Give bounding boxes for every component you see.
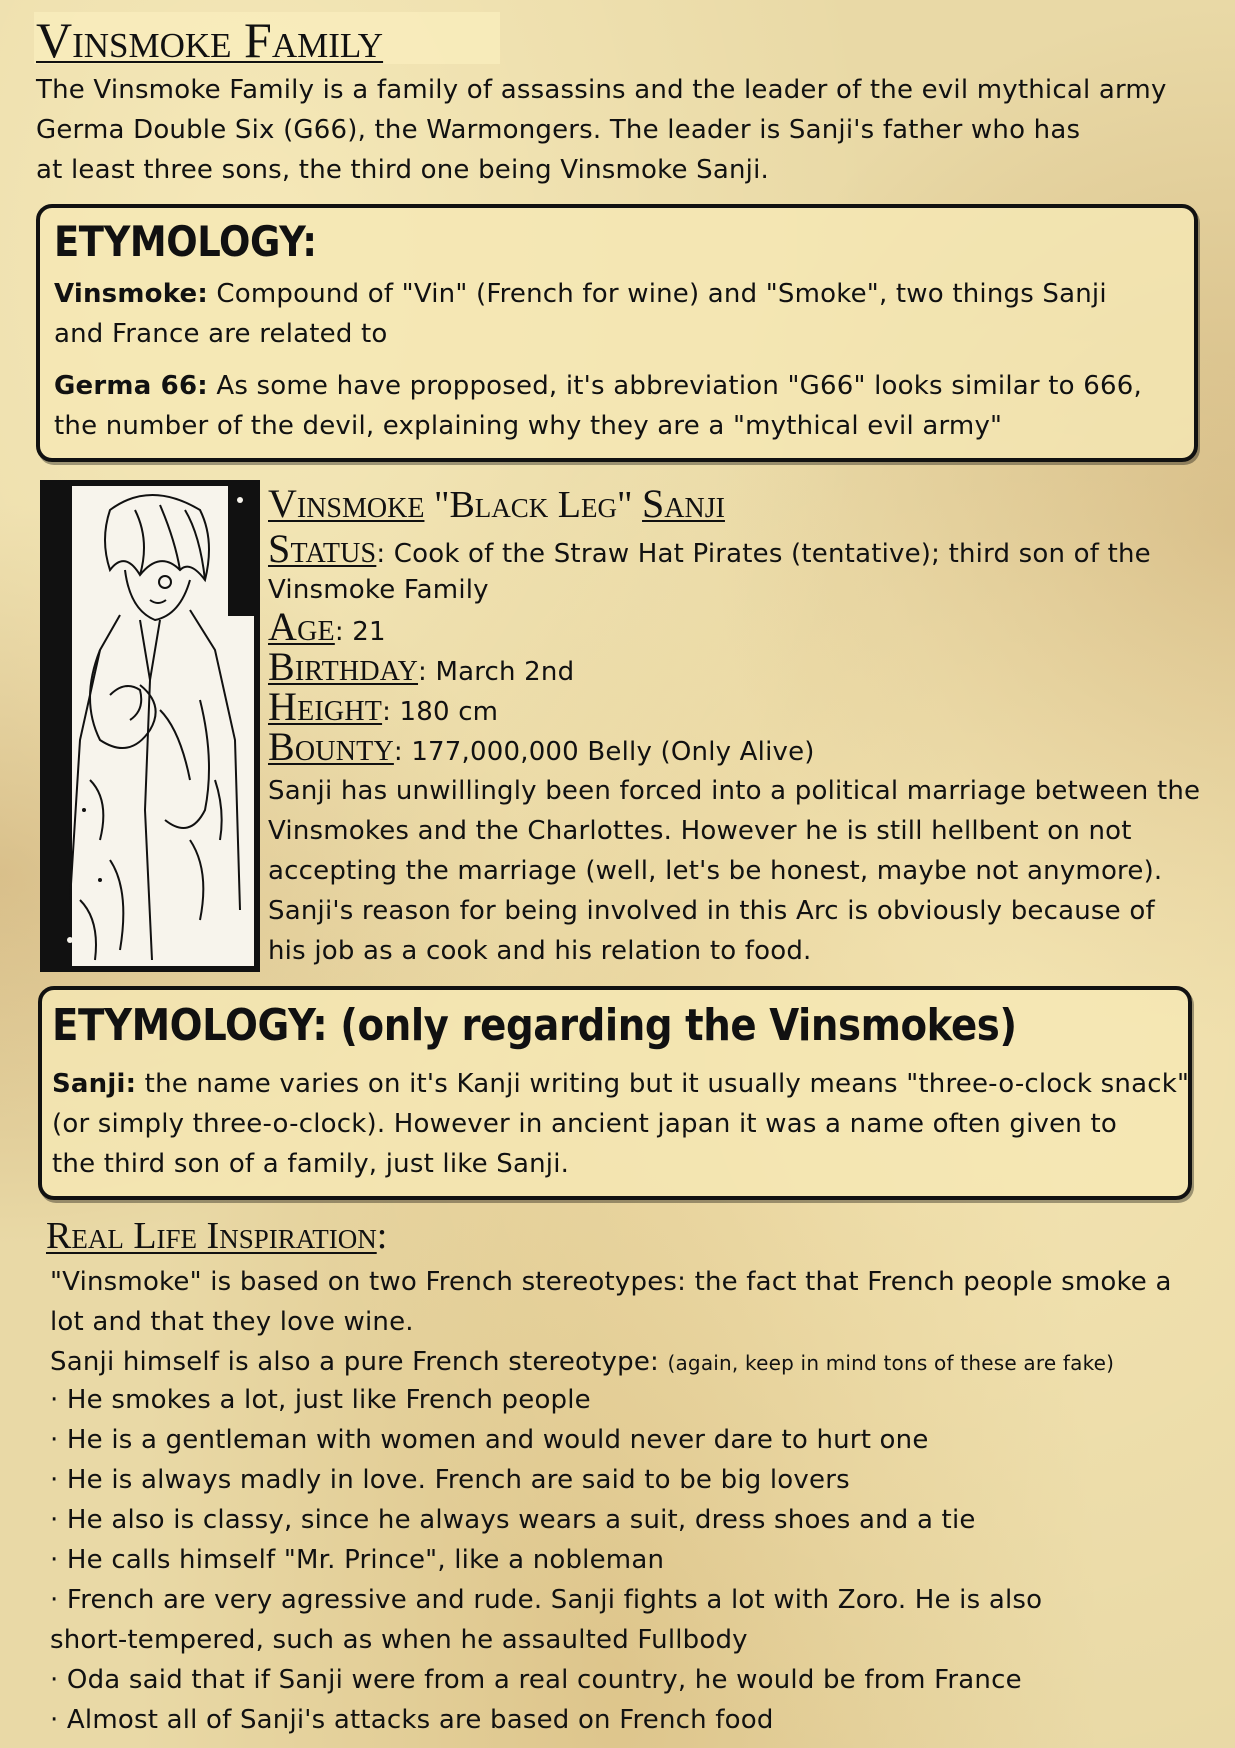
- inspiration-body: [50, 1262, 1230, 1742]
- inspiration-line-with-note: [50, 1342, 1114, 1383]
- list-item: · He smokes a lot, just like French people: [50, 1385, 591, 1415]
- name-last: Sanji: [642, 481, 725, 526]
- etymology-box: [36, 204, 1198, 462]
- list-item: · French are very agressive and rude. Sanji fights a lot with Zoro. He is also: [50, 1585, 1043, 1615]
- height-value: 180 cm: [399, 697, 499, 727]
- intro-line: The Vinsmoke Family is a family of assassins and the leader of the evil mythical army: [36, 75, 1167, 105]
- bounty-label: Bounty: [268, 724, 394, 769]
- etymology-definition: (or simply three-o-clock). However in ancient japan it was a name often given to: [52, 1109, 1117, 1139]
- intro-line: at least three sons, the third one being Vinsmoke Sanji.: [36, 155, 769, 185]
- inspiration-line: lot and that they love wine.: [50, 1307, 414, 1337]
- status-value: Cook of the Straw Hat Pirates (tentative); third son of the: [393, 539, 1151, 569]
- inspiration-note: (again, keep in mind tons of these are fake): [667, 1351, 1115, 1375]
- etymology-definition: the third son of a family, just like Sanji.: [52, 1149, 570, 1179]
- list-item: · Almost all of Sanji's attacks are based on French food: [50, 1705, 774, 1735]
- bounty-value: 177,000,000 Belly (Only Alive): [411, 737, 815, 767]
- description-line: Sanji's reason for being involved in this Arc is obviously because of: [268, 896, 1155, 926]
- description-line: his job as a cook and his relation to food.: [268, 936, 812, 966]
- list-item: · Oda said that if Sanji were from a real country, he would be from France: [50, 1665, 1022, 1695]
- description-line: Sanji has unwillingly been forced into a political marriage between the: [268, 776, 1201, 806]
- etymology-heading: ETYMOLOGY:: [54, 217, 317, 266]
- inspiration-line: Sanji himself is also a pure French stereotype:: [50, 1347, 659, 1377]
- sanji-portrait-image: [40, 480, 260, 972]
- birthday-row: Birthday: March 2nd: [268, 644, 575, 689]
- inspiration-heading-row: [46, 1212, 387, 1267]
- etymology-entry-vinsmoke: [54, 274, 1184, 354]
- inspiration-line: "Vinsmoke" is based on two French stereotypes: the fact that French people smoke a: [50, 1267, 1172, 1297]
- etymology-definition: the number of the devil, explaining why they are a "mythical evil army": [54, 411, 1003, 441]
- inspiration-heading-colon: :: [376, 1215, 388, 1257]
- etymology-entry-sanji: [52, 1064, 1190, 1184]
- etymology-entry-germa: [54, 366, 1184, 446]
- name-first: Vinsmoke: [268, 481, 425, 526]
- age-value: 21: [352, 617, 386, 647]
- height-row: Height: 180 cm: [268, 684, 499, 729]
- character-name: [268, 478, 725, 531]
- list-item: · He also is classy, since he always wears a suit, dress shoes and a tie: [50, 1505, 976, 1535]
- list-item-cont: short-tempered, such as when he assaulted Fullbody: [50, 1625, 748, 1655]
- etymology-term: Sanji:: [52, 1069, 137, 1099]
- intro-paragraph: [36, 70, 1216, 192]
- status-value-cont: Vinsmoke Family: [268, 575, 489, 605]
- description-line: accepting the marriage (well, let's be honest, maybe not anymore).: [268, 856, 1163, 886]
- list-item: · He calls himself "Mr. Prince", like a nobleman: [50, 1545, 665, 1575]
- etymology-term: Germa 66:: [54, 371, 208, 401]
- age-label: Age: [268, 604, 335, 649]
- list-item: · He is a gentleman with women and would never dare to hurt one: [50, 1425, 929, 1455]
- list-item: · He is always madly in love. French are said to be big lovers: [50, 1465, 850, 1495]
- etymology-heading: ETYMOLOGY: (only regarding the Vinsmokes): [52, 1000, 1017, 1051]
- inspiration-heading: Real Life Inspiration: [46, 1215, 377, 1257]
- etymology-definition: Compound of "Vin" (French for wine) and "Smoke", two things Sanji: [216, 279, 1107, 309]
- birthday-value: March 2nd: [435, 657, 575, 687]
- etymology-definition: As some have propposed, it's abbreviation "G66" looks similar to 666,: [216, 371, 1142, 401]
- name-epithet: "Black Leg": [433, 484, 633, 526]
- height-label: Height: [268, 684, 383, 729]
- etymology-definition: the name varies on it's Kanji writing but it usually means "three-o-clock snack": [144, 1069, 1190, 1099]
- status-label: Status: [268, 526, 377, 571]
- intro-line: Germa Double Six (G66), the Warmongers. The leader is Sanji's father who has: [36, 115, 1081, 145]
- bounty-row: Bounty: 177,000,000 Belly (Only Alive): [268, 724, 815, 769]
- etymology-definition: and France are related to: [54, 319, 388, 349]
- status-row: Status: Cook of the Straw Hat Pirates (tentative); third son of the: [268, 526, 1151, 571]
- sanji-sketch-illustration: [40, 480, 260, 972]
- page-title: Vinsmoke Family: [36, 12, 384, 68]
- etymology-term: Vinsmoke:: [54, 279, 208, 309]
- profile-info: [268, 478, 1228, 972]
- description-line: Vinsmokes and the Charlottes. However he is still hellbent on not: [268, 816, 1132, 846]
- age-row: Age: 21: [268, 604, 386, 649]
- etymology-box-vinsmokes: [38, 986, 1192, 1200]
- birthday-label: Birthday: [268, 644, 419, 689]
